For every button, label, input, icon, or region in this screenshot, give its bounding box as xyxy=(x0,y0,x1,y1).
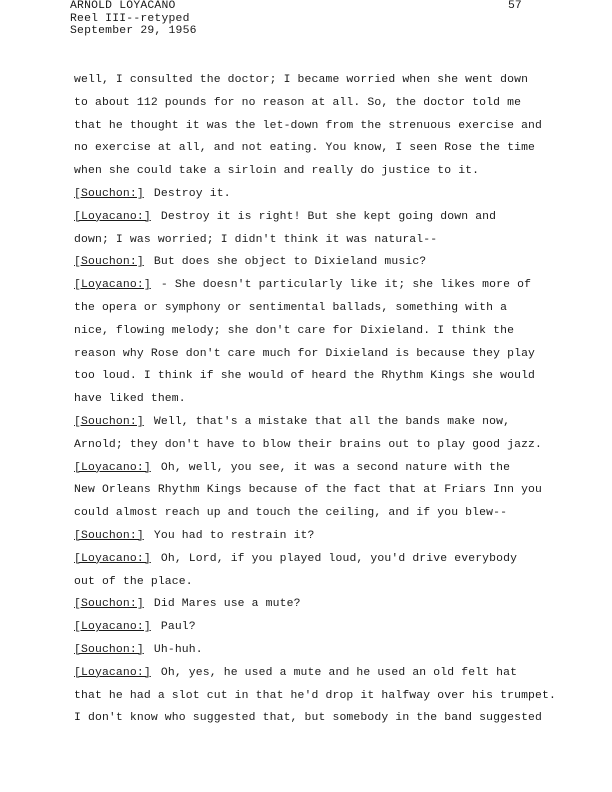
transcript-line xyxy=(74,639,604,662)
line-text: could almost reach up and touch the ceiling, and if you blew-- xyxy=(74,507,508,520)
line-text: have liked them. xyxy=(74,393,186,406)
speaker-label: [Loyacano:] xyxy=(74,279,151,292)
line-text: Oh, well, you see, it was a second nature with the xyxy=(160,461,511,474)
transcript-line xyxy=(74,160,604,183)
line-text: that he had a slot cut in that he'd drop it halfway over his trumpet. xyxy=(74,689,556,702)
line-text: Paul? xyxy=(160,621,196,634)
transcript-line xyxy=(74,707,604,730)
line-text: Did Mares use a mute? xyxy=(153,598,301,611)
line-text: New Orleans Rhythm Kings because of the fact that at Friars Inn you xyxy=(74,484,543,497)
transcript-line xyxy=(74,115,604,138)
transcript-line xyxy=(74,502,604,525)
speaker-label: [Loyacano:] xyxy=(74,461,151,474)
line-text: out of the place. xyxy=(74,575,193,588)
transcript-line xyxy=(74,229,604,252)
speaker-label: [Loyacano:] xyxy=(74,621,151,634)
interviewee-name: ARNOLD LOYACANO xyxy=(70,0,176,12)
line-text: down; I was worried; I didn't think it was natural-- xyxy=(74,233,438,246)
transcript-line xyxy=(74,434,604,457)
speaker-label: [Souchon:] xyxy=(74,187,144,200)
speaker-label: [Loyacano:] xyxy=(74,552,151,565)
interview-date: September 29, 1956 xyxy=(70,25,197,37)
transcript-line xyxy=(74,137,604,160)
line-text: no exercise at all, and not eating. You know, I seen Rose the time xyxy=(74,142,536,155)
transcript-line xyxy=(74,251,604,274)
speaker-label: [Souchon:] xyxy=(74,529,144,542)
transcript-line xyxy=(74,548,604,571)
line-text: well, I consulted the doctor; I became worried when she went down xyxy=(74,74,529,86)
line-text: the opera or symphony or sentimental ballads, something with a xyxy=(74,301,508,314)
line-text: too loud. I think if she would of heard the Rhythm Kings she would xyxy=(74,370,536,383)
transcript-body xyxy=(74,69,604,730)
speaker-label: [Loyacano:] xyxy=(74,666,151,679)
transcript-line xyxy=(74,662,604,685)
transcript-line xyxy=(74,365,604,388)
line-text: to about 112 pounds for no reason at all. So, the doctor told me xyxy=(74,96,522,109)
transcript-line xyxy=(74,297,604,320)
speaker-label: [Souchon:] xyxy=(74,415,144,428)
line-text: I don't know who suggested that, but somebody in the band suggested xyxy=(74,712,543,725)
transcript-line xyxy=(74,92,604,115)
transcript-line xyxy=(74,616,604,639)
speaker-label: [Souchon:] xyxy=(74,643,144,656)
transcript-line xyxy=(74,411,604,434)
line-text: nice, flowing melody; she don't care for Dixieland. I think the xyxy=(74,324,515,337)
transcript-line xyxy=(74,183,604,206)
reel-label: Reel III--retyped xyxy=(70,12,190,25)
transcript-line xyxy=(74,274,604,297)
transcript-line xyxy=(74,479,604,502)
line-text: Well, that's a mistake that all the bands make now, xyxy=(153,415,511,428)
transcript-line xyxy=(74,320,604,343)
line-text: You had to restrain it? xyxy=(153,529,315,542)
line-text: when she could take a sirloin and really do justice to it. xyxy=(74,165,480,178)
speaker-label: [Souchon:] xyxy=(74,256,144,269)
transcript-line xyxy=(74,593,604,616)
line-text: - She doesn't particularly like it; she likes more of xyxy=(160,279,532,292)
transcript-line xyxy=(74,571,604,594)
line-text: Arnold; they don't have to blow their brains out to play good jazz. xyxy=(74,438,543,451)
line-text: Destroy it. xyxy=(153,187,231,200)
transcript-line xyxy=(74,206,604,229)
speaker-label: [Souchon:] xyxy=(74,598,144,611)
speaker-label: [Loyacano:] xyxy=(74,210,151,223)
page-number: 57 xyxy=(508,0,522,12)
transcript-line xyxy=(74,69,604,92)
document-header xyxy=(70,0,197,38)
transcript-line xyxy=(74,525,604,548)
line-text: But does she object to Dixieland music? xyxy=(153,256,427,269)
line-text: Uh-huh. xyxy=(153,643,203,656)
transcript-line xyxy=(74,685,604,708)
transcript-line xyxy=(74,457,604,480)
line-text: that he thought it was the let-down from the strenuous exercise and xyxy=(74,119,543,132)
transcript-line xyxy=(74,388,604,411)
line-text: Oh, yes, he used a mute and he used an old felt hat xyxy=(160,666,518,679)
line-text: reason why Rose don't care much for Dixieland is because they play xyxy=(74,347,536,360)
line-text: Oh, Lord, if you played loud, you'd drive everybody xyxy=(160,552,518,565)
transcript-line xyxy=(74,343,604,366)
line-text: Destroy it is right! But she kept going down and xyxy=(160,210,497,223)
